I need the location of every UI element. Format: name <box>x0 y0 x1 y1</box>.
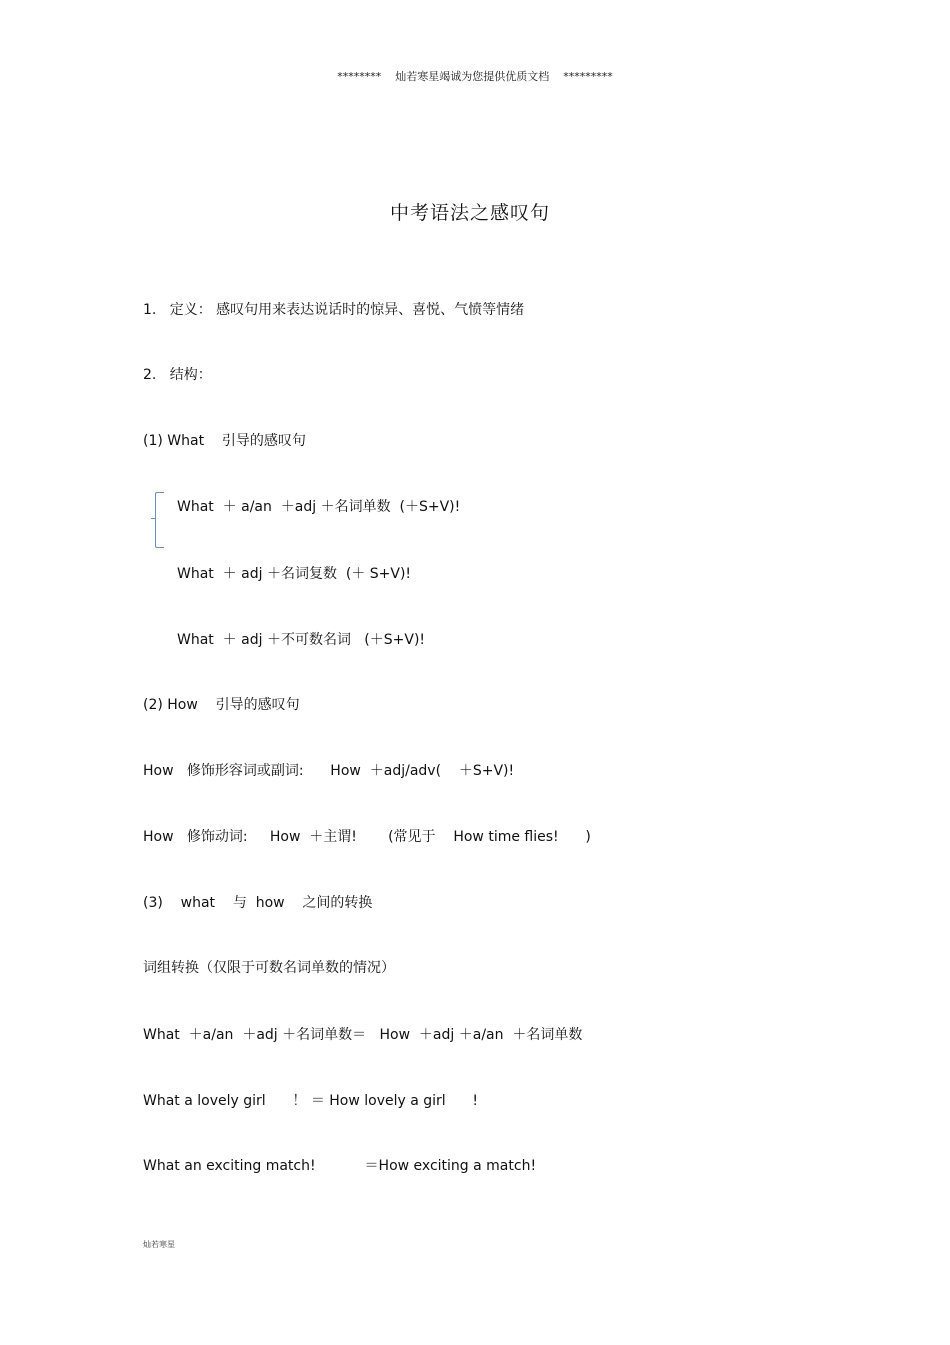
what-pattern-uncountable: What ＋ adj ＋不可数名词 (＋S+V)! <box>177 632 426 648</box>
definition-line: 1. 定义： 感叹句用来表达说话时的惊异、喜悦、气愤等情绪 <box>143 302 525 318</box>
what-pattern-singular: What ＋ a/an ＋adj ＋名词单数 (＋S+V)! <box>177 499 461 515</box>
phrase-conversion-note: 词组转换（仅限于可数名词单数的情况） <box>143 960 395 976</box>
what-pattern-plural: What ＋ adj ＋名词复数 (＋ S+V)! <box>177 566 412 582</box>
brace-bracket-tick <box>151 518 156 519</box>
structure-heading: 2. 结构： <box>143 367 212 383</box>
page-header: ******** 灿若寒星竭诚为您提供优质文档 ********* <box>337 70 613 83</box>
what-section-heading: (1) What 引导的感叹句 <box>143 433 306 449</box>
how-section-heading: (2) How 引导的感叹句 <box>143 697 300 713</box>
conversion-formula: What ＋a/an ＋adj ＋名词单数＝ How ＋adj ＋a/an ＋名词单数 <box>143 1027 583 1043</box>
conversion-heading: (3) what 与 how 之间的转换 <box>143 895 373 911</box>
how-verb-line: How 修饰动词: How ＋主谓! (常见于 How time flies! ) <box>143 829 591 845</box>
page-title: 中考语法之感叹句 <box>389 202 550 224</box>
brace-bracket <box>155 492 164 548</box>
how-adj-adv-line: How 修饰形容词或副词: How ＋adj/adv( ＋S+V)! <box>143 763 515 779</box>
page-footer: 灿若寒星 <box>143 1240 175 1249</box>
example-lovely-girl: What a lovely girl ！ ＝ How lovely a girl ! <box>143 1093 479 1109</box>
example-exciting-match: What an exciting match! ＝How exciting a match! <box>143 1158 537 1174</box>
